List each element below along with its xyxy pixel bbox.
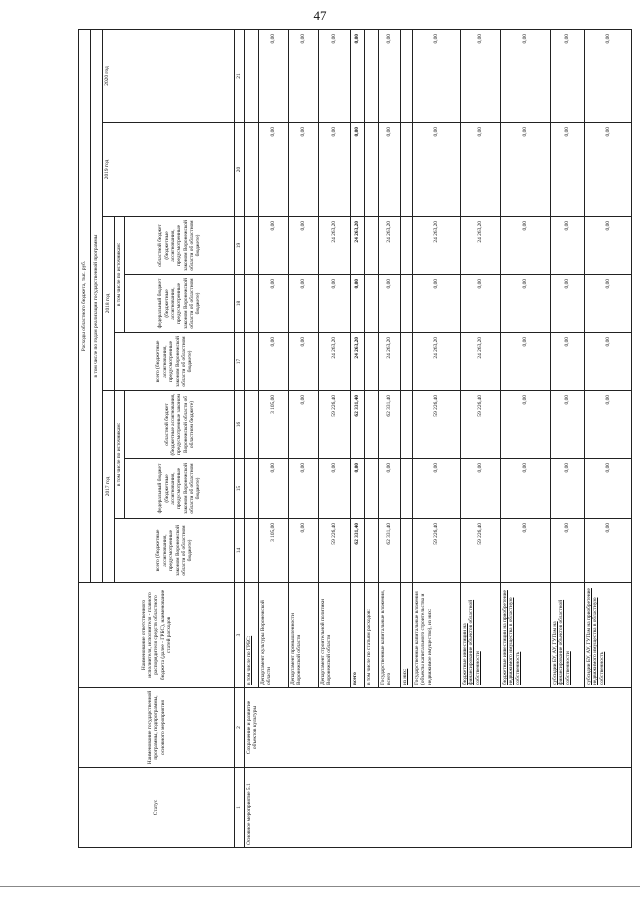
row-value: 0,00	[501, 333, 551, 391]
row-value: 0,00	[259, 275, 289, 333]
row-label: всего	[351, 583, 365, 688]
row-value: 0,00	[379, 30, 401, 123]
row-value: 0,00	[585, 391, 632, 459]
column-number: 2	[235, 688, 245, 768]
row-value: 24 263,20	[413, 217, 461, 275]
row-value: 0,00	[259, 333, 289, 391]
row-value: 0,00	[551, 333, 585, 391]
rotated-table-area	[78, 30, 611, 848]
row-value: 0,00	[351, 123, 365, 217]
header-federal-2018: федеральный бюджет (бюджетные ассигнования, предусмотренные законом Воронежской области об областном бюджете)	[125, 275, 235, 333]
row-value	[401, 459, 413, 519]
row-label: Государственные капитальные вложения (объекты капитального строительства и недвижимое имущество), из них:	[413, 583, 461, 688]
header-executor: Наименование ответственного исполнителя, исполнителя - главного распорядителя средств областного бюджета (далее - ГРБС), наименование статей расходов	[79, 583, 235, 688]
row-value: 0,00	[461, 459, 501, 519]
header-budget-title: Расходы областного бюджета, тыс. руб.	[79, 30, 91, 583]
header-year-2019: 2019 год	[103, 123, 235, 217]
header-year-2020: 2020 год	[103, 30, 235, 123]
row-value: 0,00	[289, 123, 319, 217]
row-value: 3 105,00	[259, 519, 289, 583]
header-program-name: Наименование государственной программы, подпрограммы, основного мероприятия	[79, 688, 235, 768]
row-value: 0,00	[413, 123, 461, 217]
row-value: 0,00	[259, 123, 289, 217]
row-label: бюджетные инвестиции на приобретение недвижимого имущества в областную собственность	[501, 583, 551, 688]
row-value	[365, 30, 379, 123]
row-value: 0,00	[551, 30, 585, 123]
row-value: 0,00	[379, 275, 401, 333]
row-label: субсидии БУ, АУ, ГУПам на финансирование объектов областной собственности	[551, 583, 585, 688]
row-value: 0,00	[551, 123, 585, 217]
row-value: 0,00	[351, 459, 365, 519]
row-value: 0,00	[501, 459, 551, 519]
row-value	[401, 123, 413, 217]
row-value: 0,00	[413, 459, 461, 519]
row-value: 62 331,40	[379, 519, 401, 583]
row-value: 0,00	[259, 217, 289, 275]
row-value: 24 263,20	[319, 217, 351, 275]
row-value: 62 331,40	[351, 391, 365, 459]
row-value: 0,00	[351, 30, 365, 123]
row-value	[365, 217, 379, 275]
row-value: 0,00	[289, 333, 319, 391]
row-value: 59 226,40	[461, 519, 501, 583]
row-label: Государственные капитальные вложения, всего	[379, 583, 401, 688]
row-value: 24 263,20	[351, 217, 365, 275]
column-number: 19	[235, 217, 245, 275]
row-value: 0,00	[585, 333, 632, 391]
row-value: 0,00	[501, 217, 551, 275]
row-value: 59 226,40	[413, 391, 461, 459]
column-number: 16	[235, 391, 245, 459]
row-value: 59 226,40	[319, 391, 351, 459]
row-value: 24 263,20	[379, 333, 401, 391]
row-value	[245, 123, 259, 217]
row-value: 0,00	[501, 30, 551, 123]
row-value	[365, 333, 379, 391]
row-value	[365, 275, 379, 333]
table-row	[245, 30, 259, 848]
row-value	[365, 123, 379, 217]
row-value: 0,00	[319, 275, 351, 333]
column-number: 20	[235, 123, 245, 217]
header-status: Статус	[79, 768, 235, 848]
column-numbers-row	[235, 30, 245, 848]
row-value: 0,00	[585, 459, 632, 519]
row-value	[401, 275, 413, 333]
row-value: 0,00	[585, 30, 632, 123]
row-value: 0,00	[379, 459, 401, 519]
column-number: 1	[235, 768, 245, 848]
row-label: из них:	[401, 583, 413, 688]
column-number: 15	[235, 459, 245, 519]
row-value: 0,00	[551, 519, 585, 583]
row-value: 59 226,40	[413, 519, 461, 583]
row-value	[401, 217, 413, 275]
row-value: 24 263,20	[413, 333, 461, 391]
row-value	[401, 30, 413, 123]
row-value: 0,00	[501, 391, 551, 459]
row-value	[245, 391, 259, 459]
row-value: 0,00	[289, 391, 319, 459]
row-value: 0,00	[259, 30, 289, 123]
row-value: 0,00	[551, 391, 585, 459]
row-value: 24 263,20	[461, 333, 501, 391]
page-number: 47	[313, 8, 327, 23]
row-value	[245, 333, 259, 391]
column-number: 3	[235, 583, 245, 688]
row-label: Департамент культуры Воронежской области	[259, 583, 289, 688]
header-federal-2017: федеральный бюджет (бюджетные ассигнования, предусмотренные законом Воронежской области об областном бюджете)	[125, 459, 235, 519]
row-value	[365, 459, 379, 519]
row-value: 0,00	[551, 275, 585, 333]
main-event-name: Сохранение и развитие объектов культуры	[245, 688, 632, 768]
header-year-2017: 2017 год	[103, 391, 115, 583]
row-value	[245, 217, 259, 275]
header-regional-2017: областной бюджет (бюджетные ассигнования, предусмотренные законом Воронежской области об областном бюджете)	[125, 391, 235, 459]
column-number: 18	[235, 275, 245, 333]
row-value	[245, 275, 259, 333]
row-value: 0,00	[501, 275, 551, 333]
row-value: 0,00	[351, 275, 365, 333]
row-value: 0,00	[585, 123, 632, 217]
column-number: 14	[235, 519, 245, 583]
row-value: 0,00	[461, 275, 501, 333]
row-value: 0,00	[319, 459, 351, 519]
row-value: 0,00	[259, 459, 289, 519]
row-value: 0,00	[585, 217, 632, 275]
row-value: 0,00	[585, 519, 632, 583]
row-value: 59 226,40	[319, 519, 351, 583]
row-value: 62 331,40	[351, 519, 365, 583]
row-value: 0,00	[585, 275, 632, 333]
column-number: 21	[235, 30, 245, 123]
row-value: 0,00	[319, 123, 351, 217]
row-value	[401, 519, 413, 583]
row-value: 24 263,20	[319, 333, 351, 391]
row-value: 0,00	[461, 30, 501, 123]
row-value: 0,00	[461, 123, 501, 217]
budget-table	[78, 29, 632, 848]
row-value	[245, 519, 259, 583]
row-value: 0,00	[289, 275, 319, 333]
row-label: в том числе по ГРБС:	[245, 583, 259, 688]
row-value	[401, 333, 413, 391]
row-label: в том числе по статьям расходов:	[365, 583, 379, 688]
row-label: Департамент промышленности Воронежской области	[289, 583, 319, 688]
row-value: 59 226,40	[461, 391, 501, 459]
row-value: 0,00	[289, 459, 319, 519]
header-total-2018: всего (бюджетные ассигнования, предусмотренные законом Воронежской области об областном бюджете)	[115, 333, 235, 391]
row-value: 0,00	[289, 519, 319, 583]
header-by-years: в том числе по годам реализации государственной программы	[91, 30, 103, 583]
row-value: 0,00	[319, 30, 351, 123]
main-event-status: Основное мероприятие 5.1	[245, 768, 632, 848]
column-number: 17	[235, 333, 245, 391]
row-value: 0,00	[289, 30, 319, 123]
header-total-2017: всего (бюджетные ассигнования, предусмотренные законом Воронежской области об областном бюджете)	[115, 519, 235, 583]
row-value	[365, 391, 379, 459]
row-value	[245, 30, 259, 123]
header-regional-2018: областной бюджет (бюджетные ассигнования, предусмотренные законом Воронежской области об областном бюджете)	[125, 217, 235, 275]
row-label: субсидии БУ, АУ, ГУПам на приобретение недвижимого имущества в областную собственность	[585, 583, 632, 688]
row-label: бюджетные инвестиции на финансирование объектов областной собственности	[461, 583, 501, 688]
row-value: 0,00	[501, 519, 551, 583]
row-value	[401, 391, 413, 459]
footer-rule	[0, 886, 640, 887]
row-value: 0,00	[379, 123, 401, 217]
row-value	[245, 459, 259, 519]
row-value: 0,00	[413, 275, 461, 333]
row-value: 24 263,20	[461, 217, 501, 275]
row-value: 62 331,40	[379, 391, 401, 459]
row-value: 0,00	[551, 217, 585, 275]
row-value: 24 263,20	[351, 333, 365, 391]
row-label: Департамент строительной политики Воронежской области	[319, 583, 351, 688]
row-value: 24 263,20	[379, 217, 401, 275]
header-year-2018: 2018 год	[103, 217, 115, 391]
row-value	[365, 519, 379, 583]
header-sources-2017: в том числе по источникам:	[115, 391, 125, 519]
row-value: 0,00	[501, 123, 551, 217]
row-value: 0,00	[289, 217, 319, 275]
row-value: 0,00	[413, 30, 461, 123]
row-value: 0,00	[551, 459, 585, 519]
header-sources-2018: в том числе по источникам:	[115, 217, 125, 333]
row-value: 3 105,00	[259, 391, 289, 459]
